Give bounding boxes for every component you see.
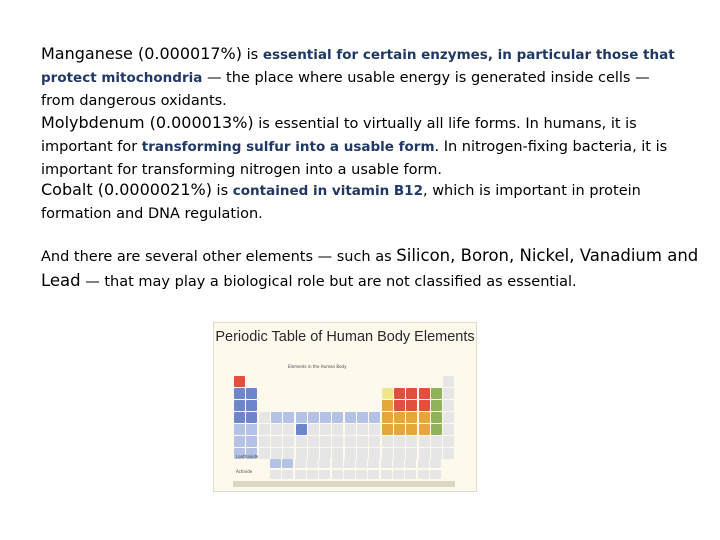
f-block-cell bbox=[332, 470, 343, 479]
f-block-cell bbox=[270, 470, 281, 479]
element-cell bbox=[332, 412, 343, 423]
element-cell bbox=[419, 448, 430, 459]
element-cell bbox=[443, 412, 454, 423]
f-block-cell bbox=[368, 470, 379, 479]
element-cell bbox=[296, 424, 307, 435]
f-block-cell bbox=[282, 459, 293, 468]
f-block-cell bbox=[332, 459, 343, 468]
element-cell bbox=[394, 388, 405, 399]
element-cell bbox=[320, 436, 331, 447]
element-cell bbox=[431, 412, 442, 423]
figure-title: Periodic Table of Human Body Elements bbox=[215, 329, 475, 345]
element-cell bbox=[234, 412, 245, 423]
element-cell bbox=[419, 400, 430, 411]
element-cell bbox=[234, 400, 245, 411]
element-cell bbox=[406, 400, 417, 411]
element-cell bbox=[382, 448, 393, 459]
f-block-cell bbox=[405, 470, 416, 479]
manganese-paragraph bbox=[41, 42, 676, 113]
f-block-cell bbox=[319, 459, 330, 468]
element-cell bbox=[394, 448, 405, 459]
element-cell bbox=[369, 412, 380, 423]
element-cell bbox=[443, 388, 454, 399]
element-cell bbox=[332, 436, 343, 447]
element-cell bbox=[308, 436, 319, 447]
element-cell bbox=[296, 436, 307, 447]
cobalt-text-2: , which is important in protein formation and DNA regulation. bbox=[41, 183, 641, 222]
element-cell bbox=[246, 388, 257, 399]
element-cell bbox=[431, 448, 442, 459]
element-cell bbox=[283, 424, 294, 435]
element-cell bbox=[443, 424, 454, 435]
element-cell bbox=[419, 412, 430, 423]
element-cell bbox=[345, 448, 356, 459]
element-cell bbox=[369, 424, 380, 435]
periodic-table-grid bbox=[213, 322, 475, 490]
molybdenum-text-1: is essential to virtually all life forms. In humans, it is important for bbox=[41, 116, 637, 155]
f-block-cell bbox=[307, 459, 318, 468]
element-cell bbox=[394, 412, 405, 423]
f-block-cell bbox=[418, 470, 429, 479]
element-cell bbox=[382, 412, 393, 423]
element-cell bbox=[382, 400, 393, 411]
element-cell bbox=[406, 436, 417, 447]
element-cell bbox=[443, 436, 454, 447]
cobalt-name: Cobalt (0.0000021%) bbox=[41, 180, 212, 199]
element-cell bbox=[357, 448, 368, 459]
element-cell bbox=[271, 412, 282, 423]
other-elements-paragraph bbox=[41, 244, 706, 294]
molybdenum-paragraph bbox=[41, 111, 677, 182]
f-block-cell bbox=[307, 470, 318, 479]
element-cell bbox=[271, 436, 282, 447]
element-cell bbox=[234, 436, 245, 447]
element-cell bbox=[271, 448, 282, 459]
f-block-cell bbox=[430, 470, 441, 479]
element-cell bbox=[332, 448, 343, 459]
element-cell bbox=[259, 412, 270, 423]
element-cell bbox=[419, 388, 430, 399]
cobalt-text-1: is bbox=[211, 183, 233, 199]
element-cell bbox=[431, 424, 442, 435]
element-cell bbox=[308, 448, 319, 459]
element-cell bbox=[345, 424, 356, 435]
element-cell bbox=[443, 376, 454, 387]
element-cell bbox=[320, 448, 331, 459]
element-cell bbox=[234, 424, 245, 435]
f-block-cell bbox=[393, 459, 404, 468]
f-block-cell bbox=[430, 459, 441, 468]
f-block-cell bbox=[368, 459, 379, 468]
element-cell bbox=[332, 424, 343, 435]
f-block-cell bbox=[295, 459, 306, 468]
element-cell bbox=[443, 448, 454, 459]
element-cell bbox=[443, 400, 454, 411]
cobalt-paragraph bbox=[41, 178, 677, 226]
element-cell bbox=[345, 436, 356, 447]
element-cell bbox=[234, 388, 245, 399]
f-block-cell bbox=[405, 459, 416, 468]
element-cell bbox=[320, 412, 331, 423]
element-cell bbox=[296, 448, 307, 459]
f-block-cell bbox=[295, 470, 306, 479]
element-cell bbox=[406, 424, 417, 435]
element-cell bbox=[320, 424, 331, 435]
element-cell bbox=[345, 412, 356, 423]
f-block-cell bbox=[282, 470, 293, 479]
element-cell bbox=[283, 436, 294, 447]
manganese-name: Manganese (0.000017%) bbox=[41, 44, 242, 63]
element-cell bbox=[259, 436, 270, 447]
actinide-label: Actinide bbox=[236, 469, 253, 474]
f-block-cell bbox=[381, 459, 392, 468]
element-cell bbox=[406, 412, 417, 423]
element-cell bbox=[308, 424, 319, 435]
molybdenum-name: Molybdenum (0.000013%) bbox=[41, 113, 254, 132]
element-cell bbox=[357, 412, 368, 423]
manganese-highlight: essential for certain enzymes, in particular those that protect mitochondria bbox=[41, 47, 675, 86]
element-cell bbox=[369, 436, 380, 447]
f-block-cell bbox=[344, 470, 355, 479]
element-cell bbox=[259, 424, 270, 435]
element-cell bbox=[271, 424, 282, 435]
element-cell bbox=[419, 436, 430, 447]
molybdenum-text-2: . In nitrogen-fixing bacteria, it is important for transforming nitrogen into a usable form. bbox=[41, 139, 668, 178]
element-cell bbox=[431, 388, 442, 399]
element-cell bbox=[431, 436, 442, 447]
element-cell bbox=[246, 400, 257, 411]
element-cell bbox=[394, 436, 405, 447]
figure-inner-title: Elements in the Human Body bbox=[288, 364, 347, 369]
element-cell bbox=[283, 412, 294, 423]
lanthanide-label: Lanthanide bbox=[236, 454, 259, 459]
f-block-cell bbox=[418, 459, 429, 468]
element-cell bbox=[382, 388, 393, 399]
other-elements-list: Silicon, Boron, Nickel, Vanadium and Lead bbox=[41, 246, 699, 290]
element-cell bbox=[246, 424, 257, 435]
element-cell bbox=[234, 376, 245, 387]
other-elements-text-2: — that may play a biological role but are not classified as essential. bbox=[80, 274, 577, 290]
element-cell bbox=[369, 448, 380, 459]
manganese-text-1: is bbox=[242, 47, 263, 63]
element-cell bbox=[357, 424, 368, 435]
element-cell bbox=[406, 388, 417, 399]
f-block-cell bbox=[381, 470, 392, 479]
f-block-cell bbox=[319, 470, 330, 479]
manganese-text-2: — the place where usable energy is generated inside cells — from dangerous oxidants. bbox=[41, 70, 650, 109]
f-block-cell bbox=[356, 459, 367, 468]
element-cell bbox=[406, 448, 417, 459]
f-block-cell bbox=[344, 459, 355, 468]
element-cell bbox=[259, 448, 270, 459]
element-cell bbox=[382, 436, 393, 447]
element-cell bbox=[246, 412, 257, 423]
element-cell bbox=[431, 400, 442, 411]
f-block-cell bbox=[356, 470, 367, 479]
element-cell bbox=[246, 436, 257, 447]
element-cell bbox=[394, 400, 405, 411]
f-block-cell bbox=[393, 470, 404, 479]
molybdenum-highlight: transforming sulfur into a usable form bbox=[141, 139, 435, 155]
element-cell bbox=[296, 412, 307, 423]
element-cell bbox=[308, 412, 319, 423]
element-cell bbox=[357, 436, 368, 447]
element-cell bbox=[283, 448, 294, 459]
element-cell bbox=[419, 424, 430, 435]
figure-caption-strip bbox=[233, 481, 455, 487]
cobalt-highlight: contained in vitamin B12 bbox=[232, 183, 423, 199]
other-elements-text-1: And there are several other elements — such as bbox=[41, 249, 397, 265]
element-cell bbox=[394, 424, 405, 435]
element-cell bbox=[382, 424, 393, 435]
f-block-cell bbox=[270, 459, 281, 468]
